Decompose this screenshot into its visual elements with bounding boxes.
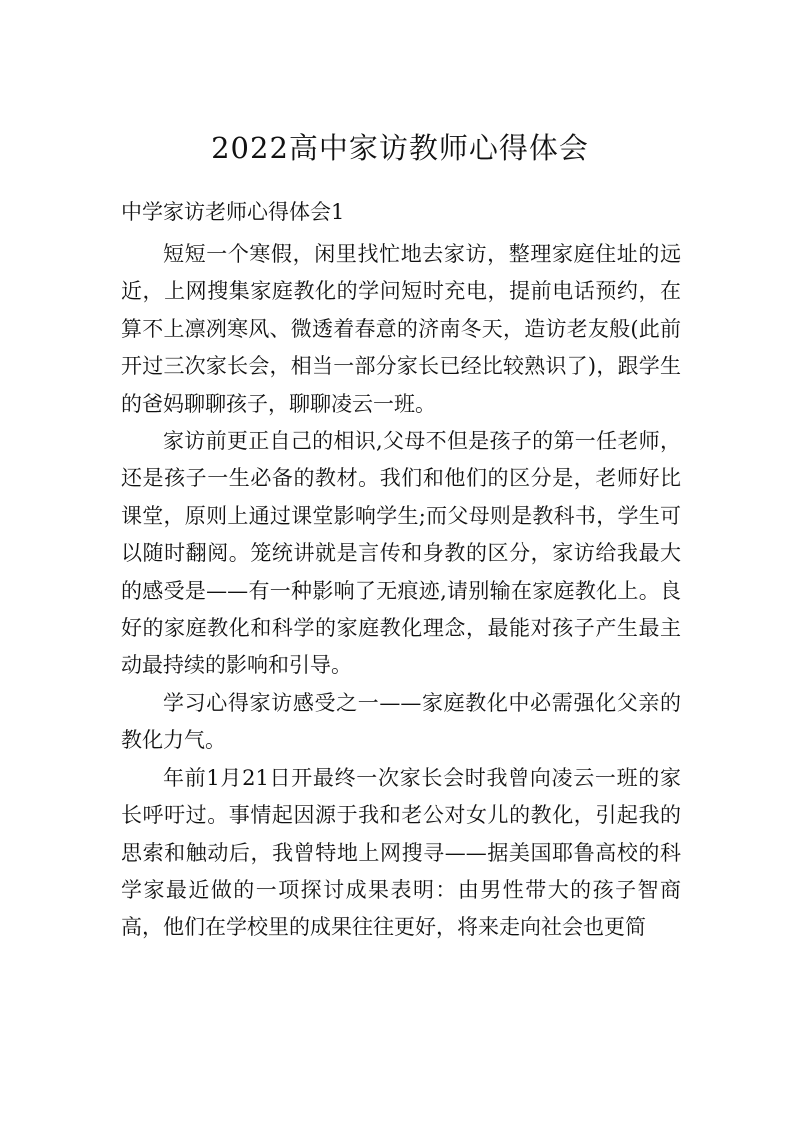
section-heading: 中学家访老师心得体会1 <box>121 200 345 224</box>
paragraph-1: 短短一个寒假，闲里找忙地去家访，整理家庭住址的远近，上网搜集家庭教化的学问短时充电，提前电话预约，在算不上凛冽寒风、微透着春意的济南冬天，造访老友般(此前开过三次家长会，相当一部分家长已经比较熟识了)，跟学生的爸妈聊聊孩子，聊聊凌云一班。 <box>121 242 681 416</box>
paragraph-4: 年前1月21日开最终一次家长会时我曾向凌云一班的家长呼吁过。事情起因源于我和老公对女儿的教化，引起我的思索和触动后，我曾特地上网搜寻——据美国耶鲁高校的科学家最近做的一项探讨成果表明：由男性带大的孩子智商高，他们在学校里的成果往往更好，将来走向社会也更简 <box>121 765 681 940</box>
document-body <box>121 236 681 947</box>
document-title: 2022高中家访教师心得体会 <box>211 131 589 165</box>
paragraph-2: 家访前更正自己的相识,父母不但是孩子的第一任老师，还是孩子一生必备的教材。我们和他们的区分是，老师好比课堂，原则上通过课堂影响学生;而父母则是教科书，学生可以随时翻阅。笼统讲就是言传和身教的区分，家访给我最大的感受是——有一种影响了无痕迹,请别输在家庭教化上。良好的家庭教化和科学的家庭教化理念，最能对孩子产生最主动最持续的影响和引导。 <box>121 429 681 678</box>
paragraph-3: 学习心得家访感受之一——家庭教化中必需强化父亲的教化力气。 <box>121 690 681 753</box>
